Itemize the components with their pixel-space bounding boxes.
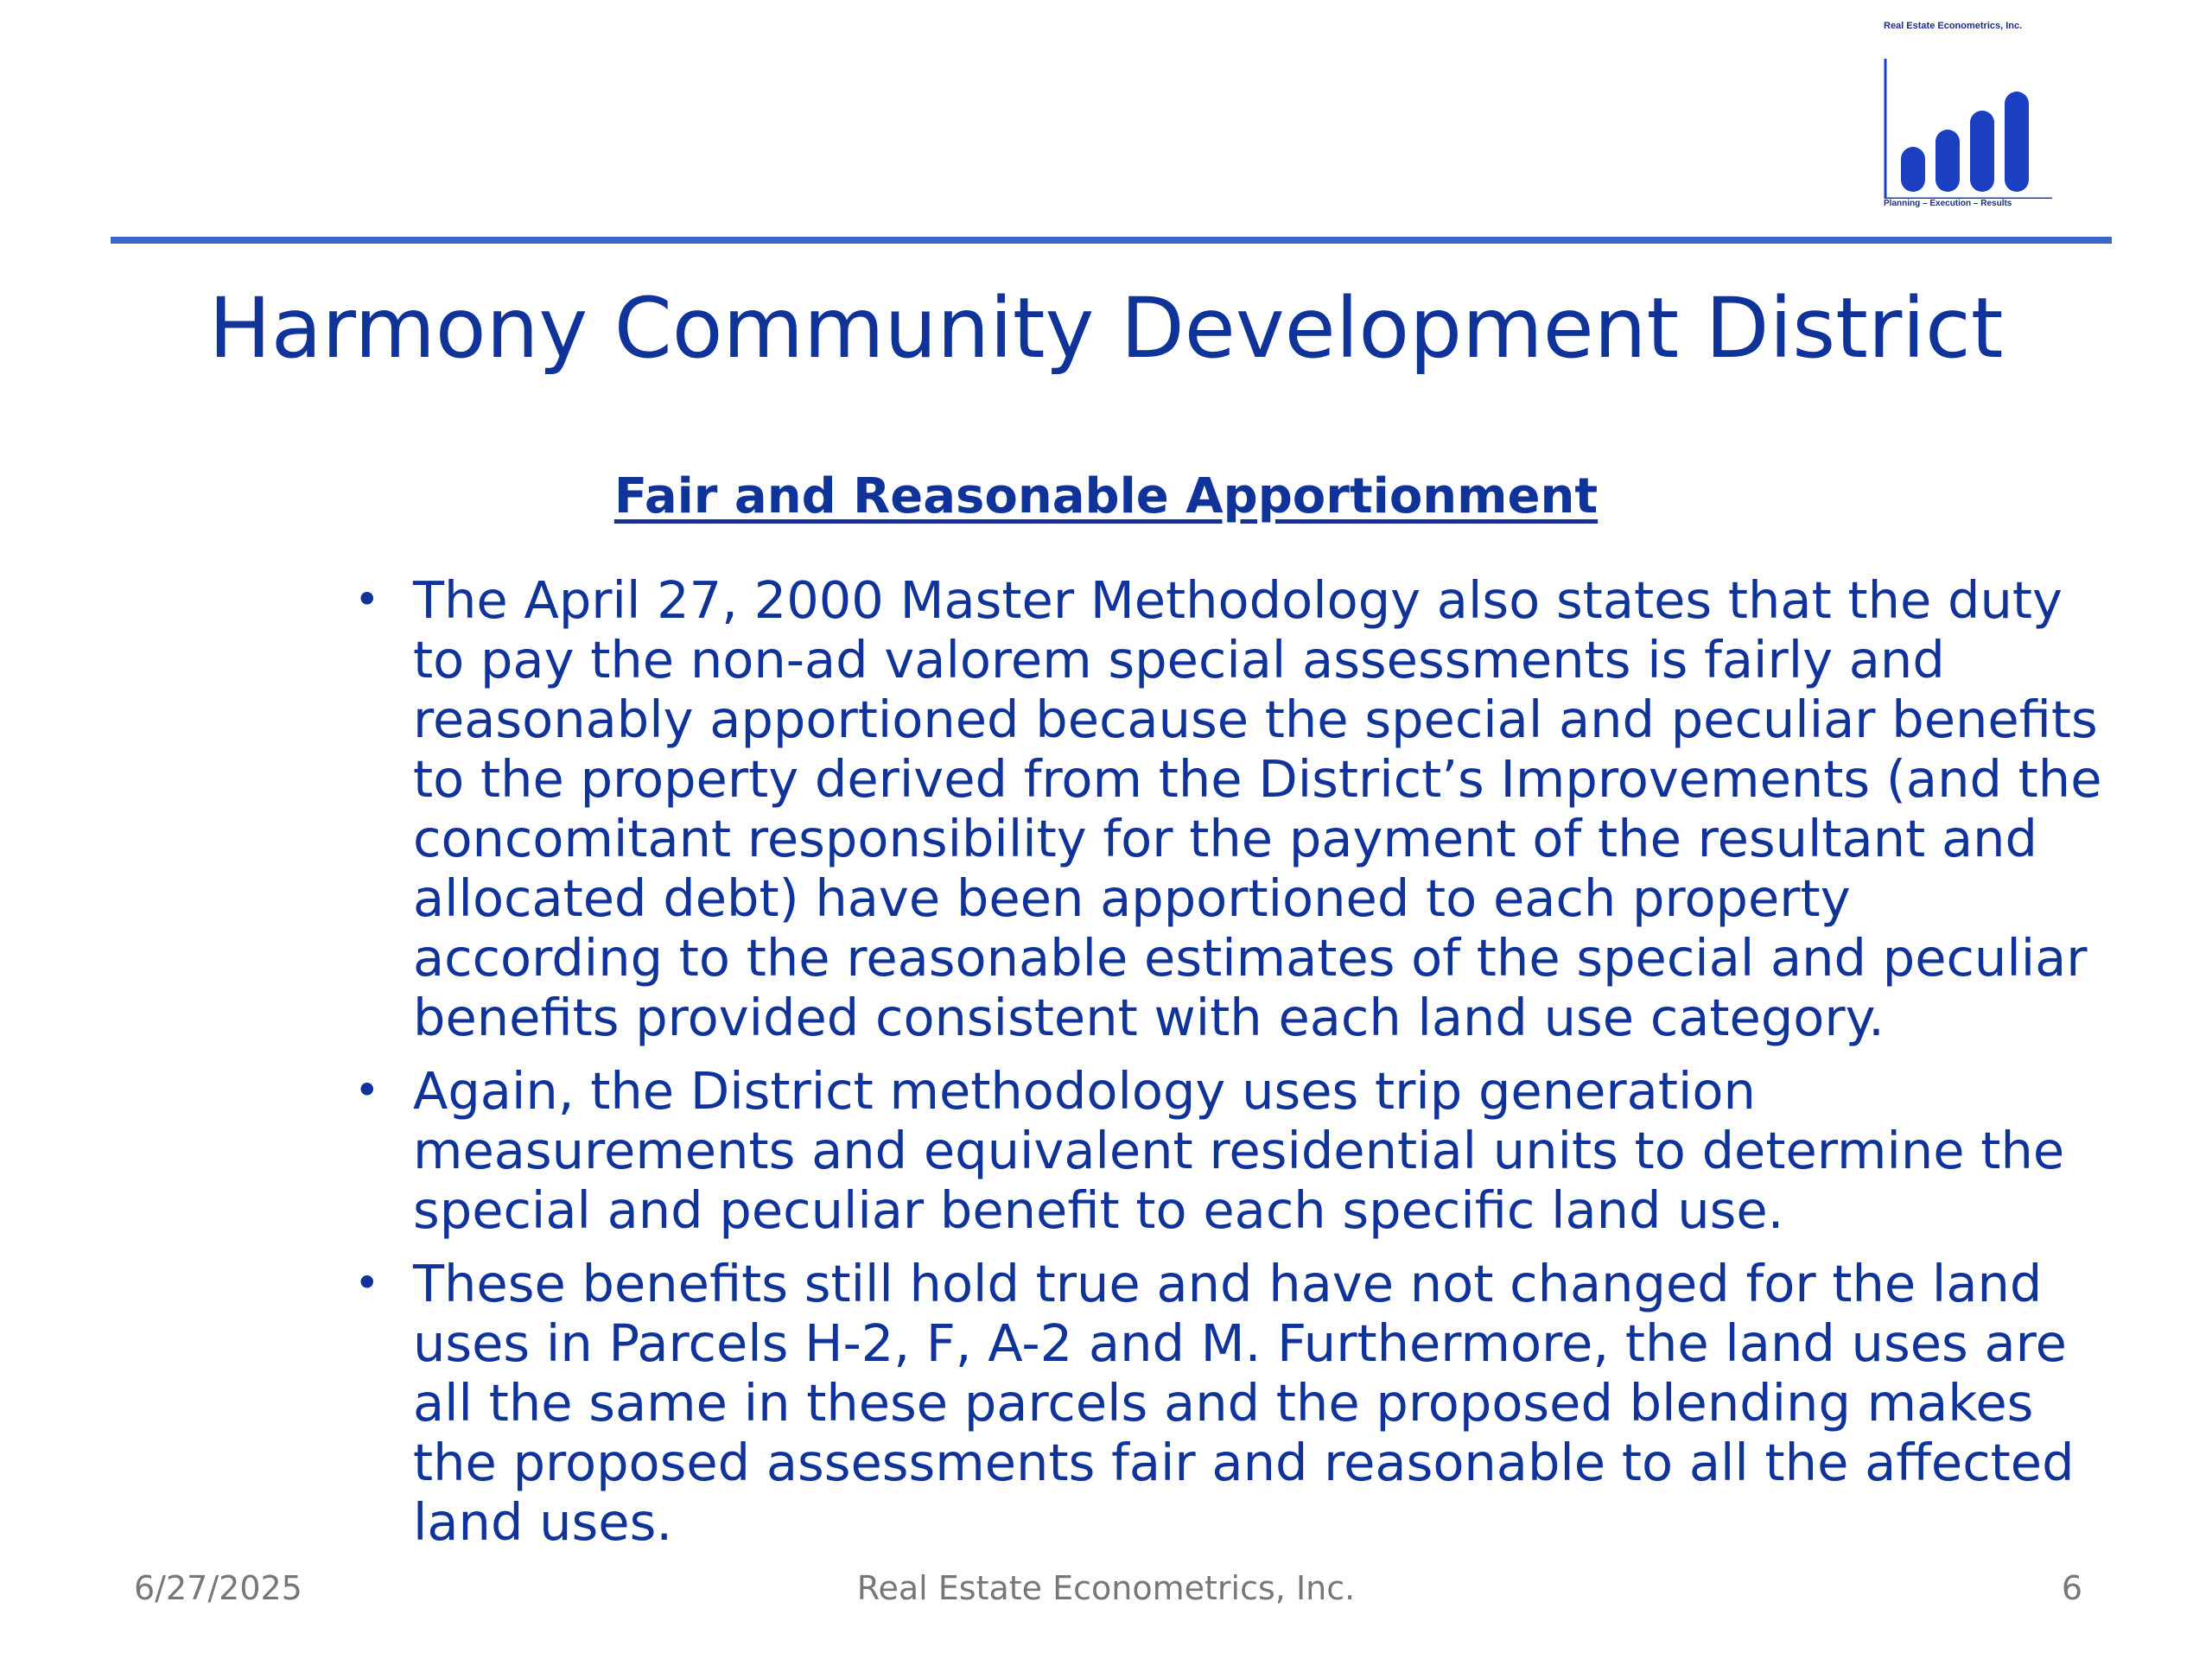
bullet-icon: • — [354, 1065, 380, 1116]
bullet-item — [354, 570, 2108, 1047]
bullet-text: The April 27, 2000 Master Methodology also states that the duty to pay the non-ad valorem special assessments is fairly and reasonably apportioned because the special and peculiar benefits to the property derived from the District’s Improvements (and the concomitant responsibility for the payment of the resultant and allocated debt) have been apportioned to each property according to the reasonable estimates of the special and peculiar benefits provided consistent with each land use category. — [413, 570, 2102, 1047]
slide-subtitle: Fair and Reasonable Apportionment — [613, 468, 1599, 524]
bullet-icon: • — [354, 1258, 380, 1308]
bullet-item — [354, 1061, 2108, 1240]
footer-date: 6/27/2025 — [134, 1569, 302, 1607]
bullet-list — [354, 570, 2108, 1566]
bullet-text: Again, the District methodology uses trip generation measurements and equivalent residential units to determine the special and peculiar benefit to each specific land use. — [413, 1061, 2065, 1240]
bullet-item — [354, 1254, 2108, 1552]
footer-page-number: 6 — [2061, 1569, 2082, 1607]
logo-company-name: Real Estate Econometrics, Inc. — [1884, 21, 2023, 31]
header-divider — [111, 237, 2112, 244]
bullet-icon: • — [354, 575, 380, 625]
company-logo — [1875, 17, 2061, 216]
logo-tagline: Planning – Execution – Results — [1884, 199, 2012, 208]
bullet-text: These benefits still hold true and have not changed for the land uses in Parcels H-2, F, A-2 and M. Furthermore, the land uses are all the same in these parcels and the proposed blending makes the proposed assessments fair and reasonable to all the affected land uses. — [413, 1254, 2075, 1552]
bar-chart-logo-icon — [1875, 35, 2061, 199]
footer-company: Real Estate Econometrics, Inc. — [856, 1569, 1356, 1607]
slide-title: Harmony Community Development District — [208, 280, 2004, 377]
